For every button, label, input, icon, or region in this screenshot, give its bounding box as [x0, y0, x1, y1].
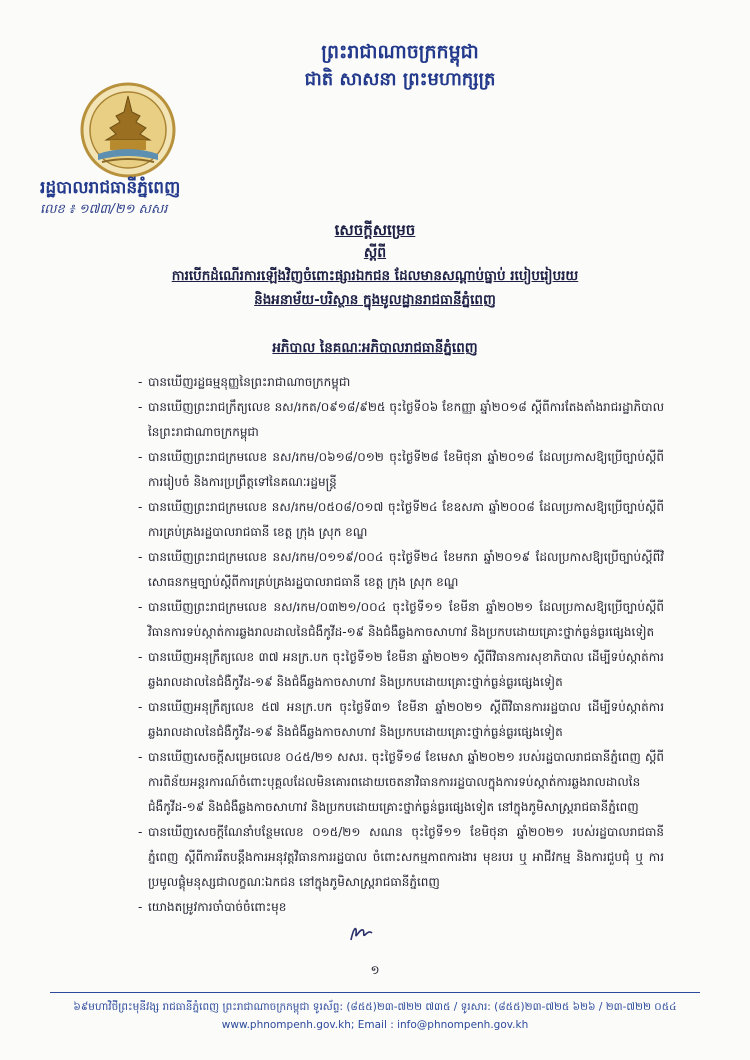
title-line-1: សេចក្តីសម្រេច: [334, 221, 416, 239]
list-item: - បានឃើញរដ្ឋធម្មនុញ្ញនៃព្រះរាជាណាចក្រកម្ពុជា: [138, 370, 664, 395]
list-item: - បានឃើញអនុក្រឹត្យលេខ ៥៧ អនក្រ.បក ចុះថ្ងៃទី៣១ ខែមីនា ឆ្នាំ២០២១ ស្តីពីវិធានការរដ្ឋបាល ដើម្បីទប់ស្កាត់ការឆ្លងរាលដាលនៃជំងឺកូវីដ-១៩ និងជំងឺឆ្លងកាចសាហាវ និងប្រកបដោយគ្រោះថ្នាក់ធ្ងន់ធ្ងរផ្សេងទៀត: [138, 695, 664, 745]
list-item: - បានឃើញអនុក្រឹត្យលេខ ៣៧ អនក្រ.បក ចុះថ្ងៃទី១២ ខែមីនា ឆ្នាំ២០២១ ស្តីពីវិធានការសុខាភិបាល ដើម្បីទប់ស្កាត់ការឆ្លងរាលដាលនៃជំងឺកូវីដ-១៩ និងជំងឺឆ្លងកាចសាហាវ និងប្រកបដោយគ្រោះថ្នាក់ធ្ងន់ធ្ងរផ្សេងទៀត: [138, 645, 664, 695]
footer: [30, 998, 720, 1034]
national-motto: ជាតិ សាសនា ព្រះមហាក្សត្រ: [304, 69, 496, 90]
list-item: - បានឃើញព្រះរាជក្រមលេខ នស/រកម/០៥០៨/០១៧ ចុះថ្ងៃទី២៤ ខែឧសភា ឆ្នាំ២០០៨ ដែលប្រកាសឱ្យប្រើច្បាប់ស្តីពីការគ្រប់គ្រងរដ្ឋបាលរាជធានី ខេត្ត ក្រុង ស្រុក ខណ្ឌ: [138, 495, 664, 545]
decision-title: [70, 218, 680, 312]
list-item: - បានឃើញព្រះរាជក្រឹត្យលេខ នស/រកត/០៩១៨/៩២៥ ចុះថ្ងៃទី០៦ ខែកញ្ញា ឆ្នាំ២០១៨ ស្តីពីការតែងតាំងរាជរដ្ឋាភិបាលនៃព្រះរាជាណាចក្រកម្ពុជា: [138, 395, 664, 445]
footer-address: ៦៩មហាវិថីព្រះមុនីវង្ស រាជធានីភ្នំពេញ ព្រះរាជាណាចក្រកម្ពុជា ទូរស័ព្ទ: (៨៥៥)២៣-៧២២ ៧៣៥ / ទូរសារ: (៨៥៥)២៣-៧២៥ ៦២៦ / ២៣-៧២២ ០៥៤: [73, 1001, 677, 1013]
list-item: - បានឃើញសេចក្តីសម្រេចលេខ ០៤៥/២១ សសរ. ចុះថ្ងៃទី១៨ ខែមេសា ឆ្នាំ២០២១ របស់រដ្ឋបាលរាជធានីភ្នំពេញ ស្តីពីការពិន័យអន្តរការណ៍ចំពោះបុគ្គលដែលមិនគោរពដោយចេតនាវិធានការរដ្ឋបាលក្នុងការទប់ស្កាត់ការឆ្លងរាលដាលនៃជំងឺកូវីដ-១៩ និងជំងឺឆ្លងកាចសាហាវ និងប្រកបដោយគ្រោះថ្នាក់ធ្ងន់ធ្ងរផ្សេងទៀត នៅក្នុងភូមិសាស្ត្ររាជធានីភ្នំពេញ: [138, 745, 664, 820]
initials-signature-icon: [348, 922, 374, 944]
footer-web: www.phnompenh.gov.kh; Email : info@phnompenh.gov.kh: [221, 1019, 529, 1031]
footer-divider: [50, 992, 700, 993]
list-item: - បានឃើញសេចក្តីណែនាំបន្ថែមលេខ ០១៥/២១ សណន ចុះថ្ងៃទី១១ ខែមិថុនា ឆ្នាំ២០២១ របស់រដ្ឋបាលរាជធានីភ្នំពេញ ស្តីពីការរឹតបន្តឹងការអនុវត្តវិធានការរដ្ឋបាល ចំពោះសកម្មភាពការងារ មុខរបរ ឬ អាជីវកម្ម និងការជួបជុំ ឬ ការប្រមូលផ្តុំមនុស្សជាលក្ខណៈឯកជន នៅក្នុងភូមិសាស្ត្ររាជធានីភ្នំពេញ: [138, 820, 664, 895]
list-item: - យោងតម្រូវការចាំបាច់ចំពោះមុខ: [138, 895, 664, 920]
title-line-3: ការបើកដំណើរការឡើងវិញចំពោះផ្សារឯកជន ដែលមានសណ្តាប់ធ្នាប់ របៀបរៀបរយ: [171, 268, 579, 284]
issuer-name: រដ្ឋបាលរាជធានីភ្នំពេញ: [40, 178, 181, 198]
authority-heading: អភិបាល នៃគណៈអភិបាលរាជធានីភ្នំពេញ: [272, 340, 478, 356]
kingdom-title: ព្រះរាជាណាចក្រកម្ពុជា: [321, 41, 479, 63]
list-item: - បានឃើញព្រះរាជក្រមលេខ នស/រកម/០១១៩/០០៤ ចុះថ្ងៃទី២៤ ខែមករា ឆ្នាំ២០១៩ ដែលប្រកាសឱ្យប្រើច្បាប់ស្តីពីវិសោធនកម្មច្បាប់ស្តីពីការគ្រប់គ្រងរដ្ឋបាលរាជធានី ខេត្ត ក្រុង ស្រុក ខណ្ឌ: [138, 545, 664, 595]
list-item: - បានឃើញព្រះរាជក្រមលេខ នស/រកម/០៦១៨/០១២ ចុះថ្ងៃទី២៨ ខែមិថុនា ឆ្នាំ២០១៨ ដែលប្រកាសឱ្យប្រើច្បាប់ស្តីពីការរៀបចំ និងការប្រព្រឹត្តទៅនៃគណៈរដ្ឋមន្ត្រី: [138, 445, 664, 495]
document-header: [250, 38, 550, 94]
legal-basis-list: [138, 370, 664, 920]
issuer-block: [40, 176, 280, 220]
title-line-2: ស្តីពី: [363, 245, 387, 261]
reference-number: លេខ ៖ ១៧៣/២១ សសរ: [40, 202, 168, 217]
page-number: ១: [370, 963, 380, 977]
title-line-4: និងអនាម័យ-បរិស្ថាន ក្នុងមូលដ្ឋានរាជធានីភ្នំពេញ: [254, 292, 496, 308]
phnom-penh-seal-icon: [80, 82, 176, 178]
list-item: - បានឃើញព្រះរាជក្រមលេខ នស/រកម/០៣២១/០០៤ ចុះថ្ងៃទី១១ ខែមីនា ឆ្នាំ២០២១ ដែលប្រកាសឱ្យប្រើច្បាប់ស្តីពីវិធានការទប់ស្កាត់ការឆ្លងរាលដាលនៃជំងឺកូវីដ-១៩ និងជំងឺឆ្លងកាចសាហាវ និងប្រកបដោយគ្រោះថ្នាក់ធ្ងន់ធ្ងរផ្សេងទៀត: [138, 595, 664, 645]
